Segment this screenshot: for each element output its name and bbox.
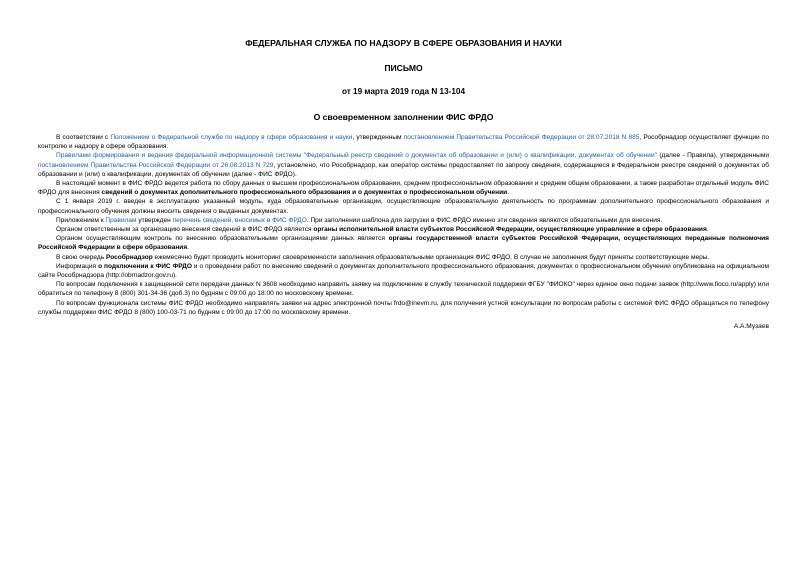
paragraph-4 xyxy=(38,197,769,215)
text: В свою очередь xyxy=(56,253,106,261)
doc-type-heading: ПИСЬМО xyxy=(384,63,423,73)
paragraph-7 xyxy=(38,234,769,252)
text: По вопросам функционала системы ФИС ФРДО необходимо направлять заявки на адрес электронной почты frdo@inevm.ru, для получения устной консультации по вопросам работы с системой ФИС ФРДО обращаться по телефону службы поддержки ФИС ФРДО 8 (800) 100-03-71 по будням с 09:00 до 17:00 по московскому времени. xyxy=(38,299,769,316)
text: , утвержденным xyxy=(352,134,404,141)
text: В настоящий момент в ФИС ФРДО ведется работа по сбору данных о высшем профессиональном образовании, среднем профессиональном образовании и среднем общем образовании, а также разработан отдельный модуль ФИС ФРДО для внесения xyxy=(38,180,769,197)
paragraph-11 xyxy=(38,299,769,317)
link-decree-729[interactable]: постановлением Правительства Российской Федерации от 26.08.2013 N 729 xyxy=(38,161,274,169)
link-regulation[interactable]: Положением о Федеральной службе по надзору в сфере образования и науки xyxy=(110,134,353,141)
link-rules-short[interactable]: Правилам xyxy=(105,216,137,224)
text: . При заполнении шаблона для загрузки в ФИС ФРДО именно эти сведения являются обязательными для внесения. xyxy=(306,216,663,224)
paragraph-9 xyxy=(38,262,769,280)
bold-text: о подключении к ФИС ФРДО xyxy=(98,262,192,270)
subject-heading: О своевременном заполнении ФИС ФРДО xyxy=(313,112,494,122)
signature: А.А.Музаев xyxy=(733,323,769,331)
paragraph-8 xyxy=(38,253,769,262)
text: и о проведении работ по внесению сведений о документах дополнительного профессионального образования, документах о профессиональном обучении опубликована на официальном сайте Рособрнадзора (http://obrnadzor.gov.ru). xyxy=(38,262,770,280)
text: Информация xyxy=(56,262,99,270)
text: . xyxy=(507,189,510,197)
text: , установлено, что Рособрнадзор, как оператор системы предоставляет по запросу сведения, содержащиеся в Федеральном реестре сведений о документах об образовании и (или) о квалификации, документах об обучении (далее - ФИС ФРДО). xyxy=(38,161,769,178)
letter-body xyxy=(38,133,769,330)
text: . xyxy=(187,244,189,252)
bold-text: Рособрнадзор xyxy=(105,253,153,261)
link-info-list[interactable]: перечень сведений, вносимых в ФИС ФРДО xyxy=(172,216,307,224)
paragraph-1 xyxy=(38,133,769,151)
text: ежемесячно будет проводить мониторинг своевременности заполнения образовательными организация ФИС ФРДО. В случае не заполнения будут приняты соответствующие меры. xyxy=(152,253,710,261)
text: В соответствии с xyxy=(56,134,111,141)
bold-text: органы государственной власти субъектов Российской Федерации, осуществляющих переданные полномочия Российской Федерации в сфере образования xyxy=(38,235,769,252)
text: утвержден xyxy=(136,216,173,224)
text: По вопросам подключения к защищенной сети передачи данных N 3608 необходимо направить заявку на подключение в службу технической поддержки ФГБУ "ФИОКО" через единое окно подачи заявок (http://www.fioco.ru/apply) или обратиться по телефону 8 (800) 301-34-36 (доб.3) по будням с 09:00 до 18:00 по московскому времени. xyxy=(38,281,769,298)
text: Приложением к xyxy=(56,216,106,224)
agency-heading: ФЕДЕРАЛЬНАЯ СЛУЖБА ПО НАДЗОРУ В СФЕРЕ ОБРАЗОВАНИЯ И НАУКИ xyxy=(245,38,562,48)
text: (далее - Правила), утвержденными xyxy=(656,152,769,160)
bold-text: органы исполнительной власти субъектов Российской Федерации, осуществляющие управление в сфере образования xyxy=(313,226,707,234)
link-decree-885[interactable]: постановлением Правительства Российской Федерации от 28.07.2018 N 885 xyxy=(403,134,640,141)
text: . xyxy=(706,226,709,234)
link-rules[interactable]: Правилами формирования и ведения федеральной информационной системы "Федеральный реестр сведений о документах об образовании и (или) о квалификации, документах об обучении" xyxy=(56,152,657,160)
paragraph-10 xyxy=(38,280,769,298)
text: Органом ответственным за организацию внесения сведений в ФИС ФРДО является xyxy=(56,226,314,234)
date-number-heading: от 19 марта 2019 года N 13-104 xyxy=(341,87,466,96)
paragraph-6 xyxy=(38,225,769,234)
text: Органом осуществляющим контроль по внесению образовательными организациями данных является xyxy=(56,235,389,243)
text: С 1 января 2019 г. введен в эксплуатацию указанный модуль, куда образовательные организации, осуществляющие образовательную деятельность по программам дополнительного профессионального образования и профессионального обучения должны вносить сведения о выданных документах. xyxy=(38,198,769,215)
paragraph-3 xyxy=(38,179,769,197)
paragraph-2 xyxy=(38,151,769,179)
text: , Рособрнадзор осуществляет функции по контролю и надзору в сфере образования. xyxy=(38,134,769,151)
bold-text: сведений о документах дополнительного профессионального образования и о документах о профессиональном обучении xyxy=(101,189,508,197)
paragraph-5 xyxy=(38,216,769,225)
